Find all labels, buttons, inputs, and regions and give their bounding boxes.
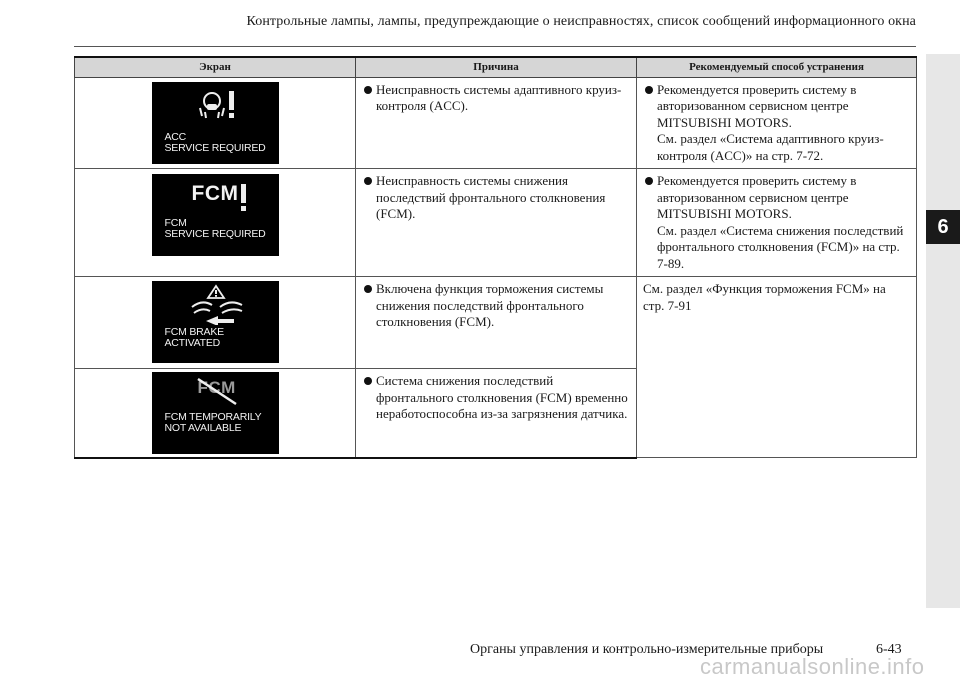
remedy-cell — [637, 169, 917, 277]
screen-text: FCM SERVICE REQUIRED — [164, 217, 266, 240]
page-header-title: Контрольные лампы, лампы, предупреждающие о неисправностях, список сообщений информационного окна — [246, 14, 916, 29]
page-number: 6-43 — [876, 642, 902, 657]
column-header-remedy: Рекомендуемый способ устранения — [637, 57, 917, 77]
cause-text: Неисправность системы адаптивного круиз-контроля (ACC). — [362, 82, 630, 115]
column-header-screen: Экран — [75, 57, 356, 77]
cause-cell — [356, 277, 637, 369]
remedy-text: Рекомендуется проверить систему в авторизованном сервисном центре MITSUBISHI MOTORS. — [643, 82, 910, 132]
acc-service-screen — [152, 82, 279, 164]
screen-text: FCM TEMPORARILY NOT AVAILABLE — [164, 411, 262, 434]
table-row — [75, 169, 917, 277]
screen-cell — [75, 277, 356, 369]
table-row — [75, 77, 917, 169]
chapter-tab[interactable]: 6 — [926, 210, 960, 244]
cause-cell — [356, 77, 637, 169]
cause-text: Включена функция торможения системы снижения последствий фронтального столкновения (FCM). — [362, 281, 630, 331]
fcm-unavailable-screen — [152, 372, 279, 454]
screen-cell — [75, 77, 356, 169]
remedy-reference: См. раздел «Система адаптивного круиз-контроля (ACC)» на стр. 7-72. — [657, 131, 884, 163]
cause-cell — [356, 369, 637, 458]
watermark: carmanualsonline.info — [700, 654, 925, 679]
remedy-cell — [637, 277, 917, 458]
footer-section-title: Органы управления и контрольно-измерительные приборы — [470, 642, 824, 657]
column-header-cause: Причина — [356, 57, 637, 77]
fcm-logo-text: FCM — [191, 182, 239, 205]
header-rule — [74, 46, 916, 47]
screen-cell — [75, 369, 356, 458]
fcm-off-slash-icon — [192, 376, 242, 406]
table-row — [75, 277, 917, 369]
fcm-service-screen — [152, 174, 279, 256]
table-header-row — [75, 57, 917, 77]
screen-text: FCM BRAKE ACTIVATED — [164, 326, 224, 349]
message-table — [74, 56, 917, 459]
fcm-logo-text: FCM — [197, 378, 236, 397]
side-tab-strip — [926, 54, 960, 608]
acc-warning-icon — [196, 88, 256, 124]
fcm-brake-screen — [152, 281, 279, 363]
remedy-reference: См. раздел «Функция торможения FCM» на стр. 7-91 — [643, 281, 886, 313]
cause-text: Система снижения последствий фронтального столкновения (FCM) временно неработоспособна из-за загрязнения датчика. — [362, 373, 630, 423]
cause-text: Неисправность системы снижения последствий фронтального столкновения (FCM). — [362, 173, 630, 223]
screen-cell — [75, 169, 356, 277]
cause-cell — [356, 169, 637, 277]
exclamation-icon — [239, 184, 249, 212]
remedy-text: Рекомендуется проверить систему в авторизованном сервисном центре MITSUBISHI MOTORS. — [643, 173, 910, 223]
remedy-cell — [637, 77, 917, 169]
remedy-reference: См. раздел «Система снижения последствий фронтального столкновения (FCM)» на стр. 7-89. — [657, 222, 904, 271]
screen-text: ACC SERVICE REQUIRED — [164, 130, 266, 154]
collision-warning-icon — [188, 283, 258, 325]
